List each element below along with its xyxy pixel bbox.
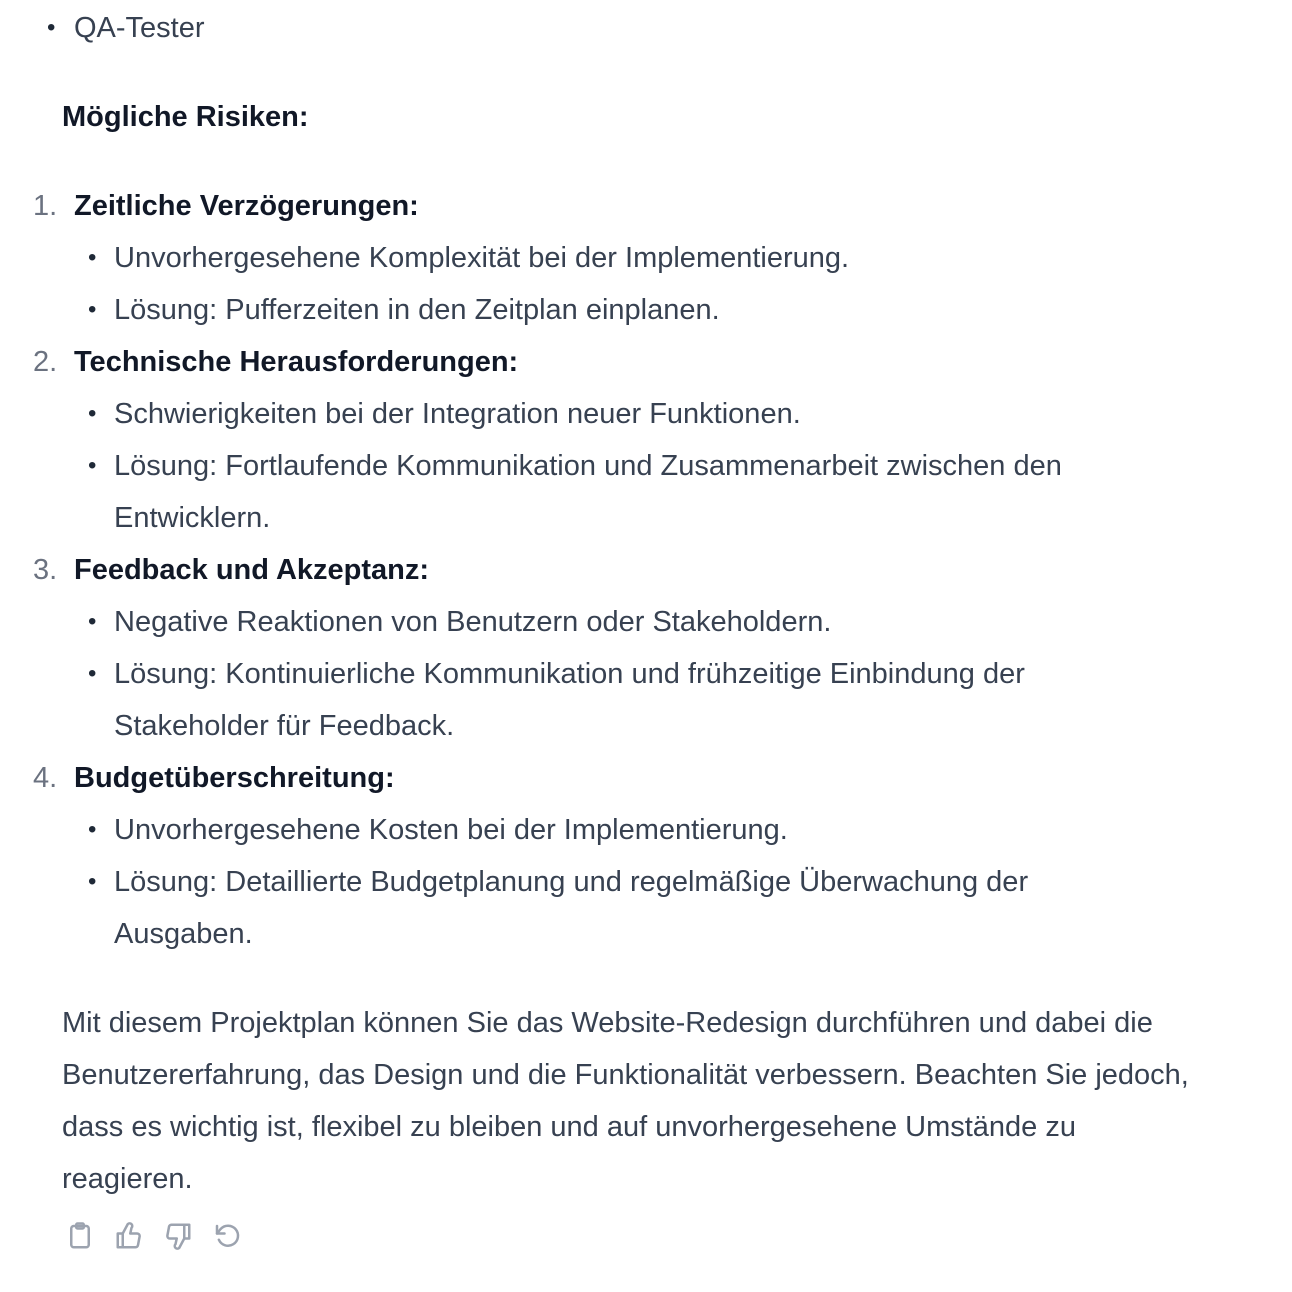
sub-list-item <box>0 232 1292 284</box>
sub-list-item <box>0 284 1292 336</box>
thumbs-down-icon <box>163 1221 193 1251</box>
risk-number: 3. <box>33 554 58 586</box>
sub-list-item-text: Schwierigkeiten bei der Integration neuer Funktionen. <box>114 398 801 430</box>
risk-item <box>0 336 1292 544</box>
risk-item <box>0 544 1292 752</box>
risk-title-row <box>0 544 1292 596</box>
thumbs-up-button[interactable] <box>111 1216 147 1256</box>
sub-list-item-text: Lösung: Fortlaufende Kommunikation und Zusammenarbeit zwischen den Entwicklern. <box>114 450 1062 534</box>
risk-number: 2. <box>33 346 58 378</box>
risk-number: 4. <box>33 762 58 794</box>
regenerate-icon <box>212 1221 242 1251</box>
bullet-dot: • <box>88 452 97 479</box>
risk-list <box>0 180 1292 960</box>
closing-paragraph: Mit diesem Projektplan können Sie das Website-Redesign durchführen und dabei die Benutzererfahrung, das Design und die Funktionalität verbessern. Beachten Sie jedoch, dass es wichtig ist, flexibel zu bleiben und auf unvorhergesehene Umstände zu reagieren. <box>62 1007 1189 1195</box>
thumbs-down-button[interactable] <box>160 1216 196 1256</box>
clipboard-icon <box>65 1221 95 1251</box>
risk-title: Budgetüberschreitung: <box>74 762 395 794</box>
sub-list-item-text: Lösung: Kontinuierliche Kommunikation und frühzeitige Einbindung der Stakeholder für Feedback. <box>114 658 1025 742</box>
sub-list-item <box>0 856 1292 960</box>
bullet-dot: • <box>88 868 97 895</box>
bullet-dot: • <box>88 244 97 271</box>
sub-list-item-text: Unvorhergesehene Kosten bei der Implementierung. <box>114 814 788 846</box>
risk-title-row <box>0 752 1292 804</box>
bullet-dot: • <box>47 14 56 41</box>
risk-title: Technische Herausforderungen: <box>74 346 519 378</box>
bullet-dot: • <box>88 400 97 427</box>
risk-title-row <box>0 336 1292 388</box>
sub-list-item <box>0 596 1292 648</box>
sub-list-item-text: Lösung: Detaillierte Budgetplanung und regelmäßige Überwachung der Ausgaben. <box>114 866 1029 950</box>
sub-list-item <box>0 388 1292 440</box>
bullet-dot: • <box>88 608 97 635</box>
message-actions <box>62 1216 245 1256</box>
thumbs-up-icon <box>114 1221 144 1251</box>
bullet-dot: • <box>88 296 97 323</box>
sub-list-item <box>0 648 1292 752</box>
sub-list-item <box>0 440 1292 544</box>
message-content <box>0 2 1292 1205</box>
regenerate-button[interactable] <box>209 1216 245 1256</box>
bullet-dot: • <box>88 660 97 687</box>
risk-title-row <box>0 180 1292 232</box>
sub-list-item <box>0 804 1292 856</box>
risk-item <box>0 180 1292 336</box>
sub-list-item-text: Lösung: Pufferzeiten in den Zeitplan einplanen. <box>114 294 720 326</box>
sub-list-item-text: Negative Reaktionen von Benutzern oder Stakeholdern. <box>114 606 832 638</box>
risk-item <box>0 752 1292 960</box>
bullet-dot: • <box>88 816 97 843</box>
list-item-text: QA-Tester <box>74 12 205 44</box>
risk-number: 1. <box>33 190 58 222</box>
list-item <box>0 2 1292 54</box>
section-heading: Mögliche Risiken: <box>62 101 309 133</box>
sub-list-item-text: Unvorhergesehene Komplexität bei der Implementierung. <box>114 242 850 274</box>
risk-title: Zeitliche Verzögerungen: <box>74 190 419 222</box>
copy-button[interactable] <box>62 1216 98 1256</box>
risk-title: Feedback und Akzeptanz: <box>74 554 430 586</box>
